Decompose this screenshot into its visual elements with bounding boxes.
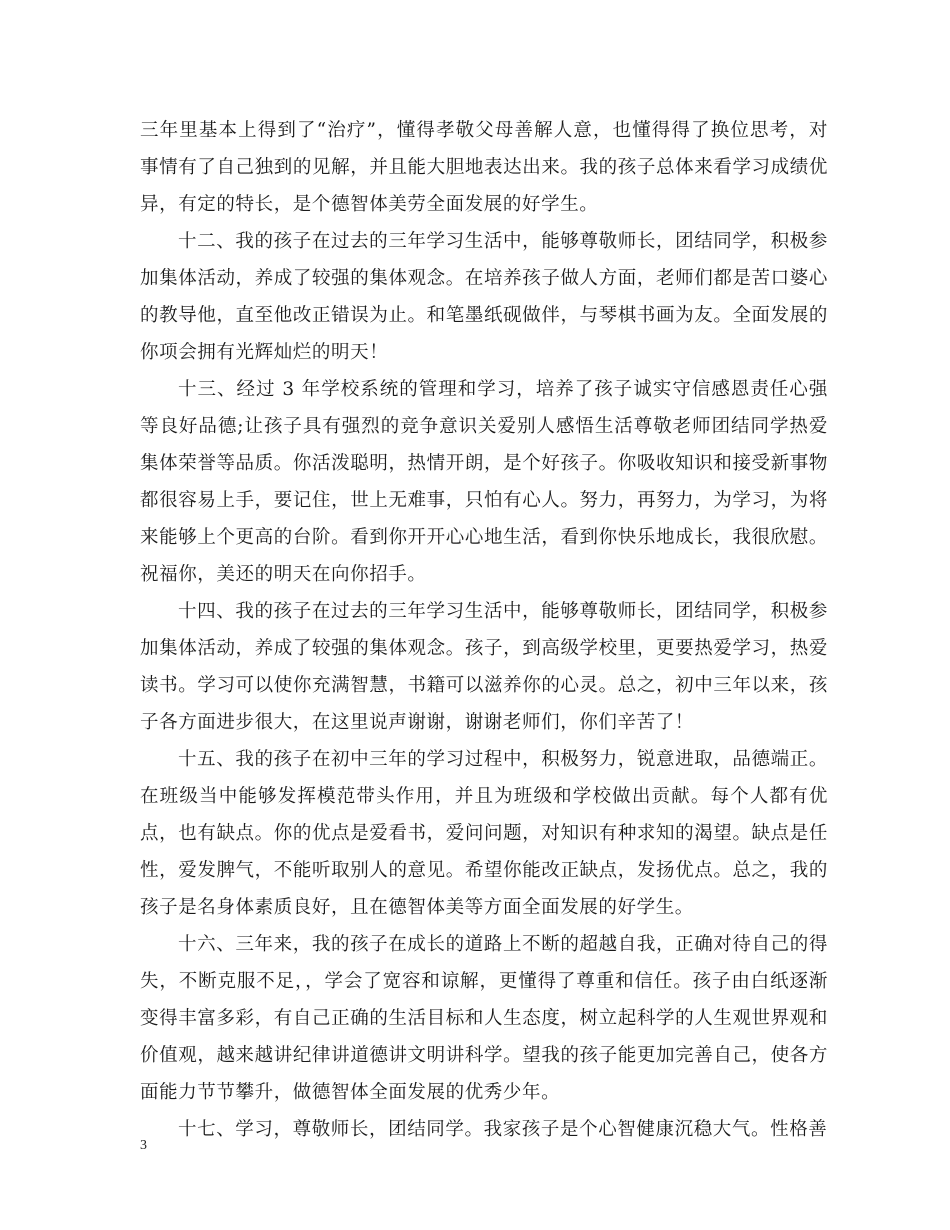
paragraph-15: 十五、我的孩子在初中三年的学习过程中，积极努力，锐意进取，品德端正。在班级当中能够发挥模范带头作用，并且为班级和学校做出贡献。每个人都有优点，也有缺点。你的优点是爱看书，爱问问题，对知识有种求知的渴望。缺点是任性，爱发脾气，不能听取别人的意见。希望你能改正缺点，发扬优点。总之，我的孩子是名身体素质良好，且在德智体美等方面全面发展的好学生。	[140, 749, 828, 918]
paragraph-14: 十四、我的孩子在过去的三年学习生活中，能够尊敬师长，团结同学，积极参加集体活动，养成了较强的集体观念。孩子，到高级学校里，更要热爱学习，热爱读书。学习可以使你充满智慧，书籍可以滋养你的心灵。总之，初中三年以来，孩子各方面进步很大，在这里说声谢谢，谢谢老师们，你们辛苦了！	[140, 601, 828, 733]
document-body	[140, 112, 828, 1148]
page-number: 3	[140, 1138, 147, 1153]
paragraph-17: 十七、学习，尊敬师长，团结同学。我家孩子是个心智健康沉稳大气。性格善	[178, 1119, 828, 1140]
paragraph-16: 十六、三年来，我的孩子在成长的道路上不断的超越自我，正确对待自己的得失，不断克服不足，，学会了宽容和谅解，更懂得了尊重和信任。孩子由白纸逐渐变得丰富多彩，有自己正确的生活目标和人生态度，树立起科学的人生观世界观和价值观，越来越讲纪律讲道德讲文明讲科学。望我的孩子能更加完善自己，使各方面能力节节攀升，做德智体全面发展的优秀少年。	[140, 934, 828, 1103]
paragraph-13: 十三、经过 3 年学校系统的管理和学习，培养了孩子诚实守信感恩责任心强等良好品德;让孩子具有强烈的竞争意识关爱别人感悟生活尊敬老师团结同学热爱集体荣誉等品质。你活泼聪明，热情开朗，是个好孩子。你吸收知识和接受新事物都很容易上手，要记住，世上无难事，只怕有心人。努力，再努力，为学习，为将来能够上个更高的台阶。看到你开开心心地生活，看到你快乐地成长，我很欣慰。祝福你，美还的明天在向你招手。	[140, 379, 828, 585]
paragraph-12: 十二、我的孩子在过去的三年学习生活中，能够尊敬师长，团结同学，积极参加集体活动，养成了较强的集体观念。在培养孩子做人方面，老师们都是苦口婆心的教导他，直至他改正错误为止。和笔墨纸砚做伴，与琴棋书画为友。全面发展的你项会拥有光辉灿烂的明天！	[140, 231, 828, 363]
paragraph-continuation: 三年里基本上得到了“治疗”，懂得孝敬父母善解人意，也懂得得了换位思考，对事情有了自己独到的见解，并且能大胆地表达出来。我的孩子总体来看学习成绩优异，有定的特长，是个德智体美劳全面发展的好学生。	[140, 120, 828, 215]
